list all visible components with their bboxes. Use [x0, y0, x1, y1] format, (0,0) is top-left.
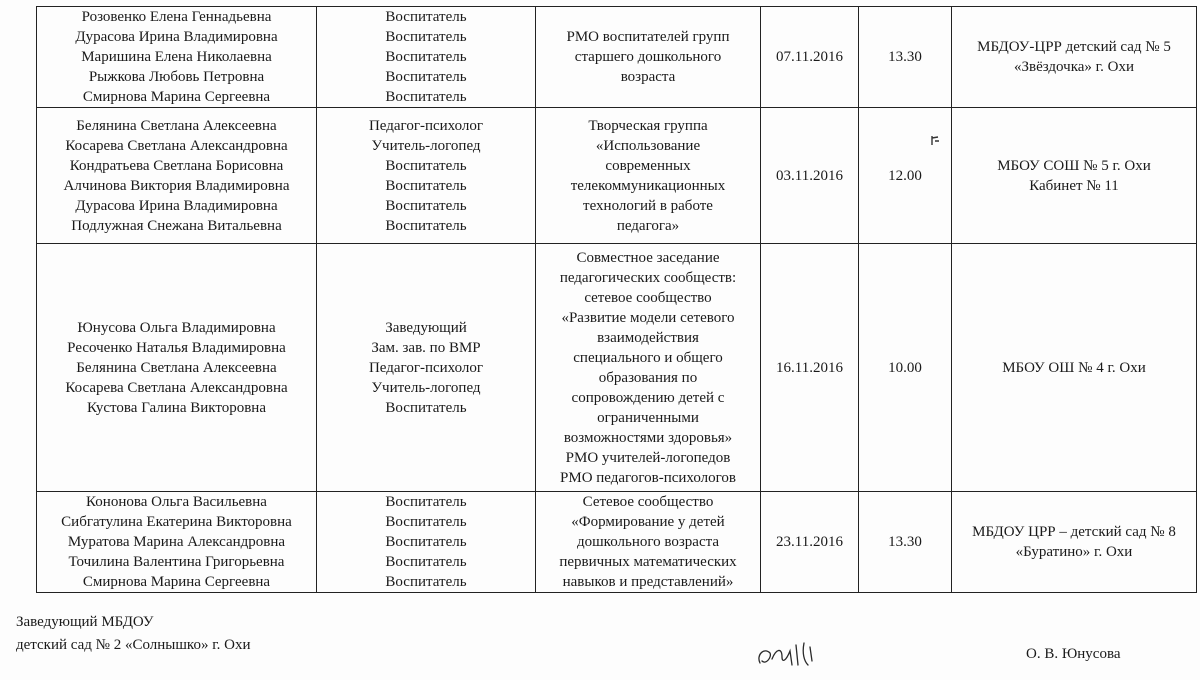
participant-names-cell-line: Дурасова Ирина Владимировна: [75, 197, 278, 214]
event-topic-cell-line: телекоммуникационных: [570, 177, 726, 194]
participant-roles-cell-line: Воспитатель: [385, 9, 467, 25]
participant-names-cell-line: Белянина Светлана Алексеевна: [76, 359, 277, 376]
event-time-cell: 13.30: [859, 492, 952, 593]
participant-names-cell-line: Розовенко Елена Геннадьевна: [81, 9, 272, 25]
event-topic-cell-line: Творческая группа: [588, 117, 708, 134]
participant-names-cell-line: Маришина Елена Николаевна: [81, 49, 272, 65]
event-topic-cell-line: первичных математических: [559, 554, 737, 570]
participant-roles-cell-line: Воспитатель: [385, 177, 467, 194]
participant-roles-cell-line: Воспитатель: [385, 157, 467, 174]
stray-mark: [929, 134, 943, 148]
event-topic-cell-line: РМО педагогов-психологов: [560, 469, 736, 486]
event-topic-cell-line: сопровождению детей с: [571, 389, 725, 406]
participant-roles-cell-line: Педагог-психолог: [368, 117, 484, 134]
participant-roles-cell-line: Воспитатель: [385, 69, 467, 85]
participant-roles-cell-line: Воспитатель: [385, 197, 467, 214]
event-place-cell: [952, 108, 1197, 244]
event-date-cell: 16.11.2016: [761, 244, 859, 492]
handwritten-signature: [752, 635, 822, 675]
participant-roles-cell: [317, 492, 536, 593]
participant-names-cell: [37, 7, 317, 108]
participant-roles-cell-line: Заведующий: [385, 319, 467, 336]
participant-roles-cell: [317, 108, 536, 244]
event-topic-cell-line: РМО учителей-логопедов: [565, 449, 731, 466]
participant-roles-cell-line: Воспитатель: [385, 514, 467, 530]
event-topic-cell-line: навыков и представлений»: [562, 574, 734, 590]
event-topic-cell-line: педагога»: [616, 217, 680, 234]
event-topic-cell: [536, 492, 761, 593]
event-topic-cell-line: возможностями здоровья»: [563, 429, 733, 446]
event-topic-cell-line: возраста: [620, 69, 676, 85]
participant-names-cell: [37, 244, 317, 492]
event-time-cell: 13.30: [859, 7, 952, 108]
participant-names-cell-line: Кононова Ольга Васильевна: [86, 494, 267, 510]
event-topic-cell-line: педагогических сообществ:: [559, 269, 737, 286]
participant-names-cell-line: Сибгатулина Екатерина Викторовна: [61, 514, 292, 530]
footer-position-line2: детский сад № 2 «Солнышко» г. Охи: [16, 637, 251, 653]
participant-names-cell-line: Ресоченко Наталья Владимировна: [67, 339, 286, 356]
participant-roles-cell-line: Воспитатель: [385, 399, 467, 416]
signatory-name: О. В. Юнусова: [1026, 646, 1121, 662]
participant-names-cell-line: Смирнова Марина Сергеевна: [82, 89, 271, 105]
event-topic-cell-line: сетевое сообщество: [584, 289, 712, 306]
event-place-cell-line: МБДОУ-ЦРР детский сад № 5: [977, 39, 1171, 55]
events-table: [36, 6, 1197, 593]
event-date-cell: 03.11.2016: [761, 108, 859, 244]
participant-names-cell-line: Кондратьева Светлана Борисовна: [69, 157, 284, 174]
participant-roles-cell-line: Воспитатель: [385, 494, 467, 510]
event-time-cell: 10.00: [859, 244, 952, 492]
participant-roles-cell-line: Воспитатель: [385, 89, 467, 105]
participant-roles-cell: [317, 244, 536, 492]
participant-roles-cell-line: Воспитатель: [385, 574, 467, 590]
event-topic-cell-line: Сетевое сообщество: [582, 494, 714, 510]
participant-names-cell-line: Дурасова Ирина Владимировна: [75, 29, 278, 45]
participant-names-cell-line: Подлужная Снежана Витальевна: [71, 217, 282, 234]
event-topic-cell-line: специального и общего: [573, 349, 723, 366]
participant-names-cell-line: Алчинова Виктория Владимировна: [63, 177, 290, 194]
event-place-cell-line: Кабинет № 11: [1029, 177, 1119, 194]
participant-names-cell-line: Кустова Галина Викторовна: [87, 399, 266, 416]
event-place-cell: [952, 492, 1197, 593]
participant-names-cell-line: Муратова Марина Александровна: [67, 534, 286, 550]
participant-names-cell-line: Рыжкова Любовь Петровна: [88, 69, 265, 85]
event-topic-cell-line: «Использование: [595, 137, 701, 154]
event-topic-cell: [536, 7, 761, 108]
participant-roles-cell-line: Воспитатель: [385, 217, 467, 234]
participant-names-cell-line: Белянина Светлана Алексеевна: [76, 117, 277, 134]
event-place-cell-line: «Звёздочка» г. Охи: [1014, 59, 1134, 75]
table-row: [37, 108, 1197, 244]
participant-roles-cell-line: Педагог-психолог: [368, 359, 484, 376]
event-topic-cell-line: ограниченными: [597, 409, 699, 426]
participant-names-cell-line: Косарева Светлана Александровна: [65, 379, 288, 396]
event-date-cell: 23.11.2016: [761, 492, 859, 593]
participant-names-cell-line: Юнусова Ольга Владимировна: [77, 319, 276, 336]
event-topic-cell-line: РМО воспитателей групп: [566, 29, 730, 45]
table-row: [37, 244, 1197, 492]
event-topic-cell-line: современных: [605, 157, 691, 174]
participant-roles-cell-line: Зам. зав. по ВМР: [371, 339, 481, 356]
event-topic-cell: [536, 108, 761, 244]
event-topic-cell-line: технологий в работе: [583, 197, 713, 214]
event-topic-cell-line: «Развитие модели сетевого: [561, 309, 735, 326]
event-time-cell: 12.00: [859, 108, 952, 244]
participant-names-cell-line: Точилина Валентина Григорьевна: [68, 554, 285, 570]
event-topic-cell-line: Совместное заседание: [576, 249, 720, 266]
event-topic-cell-line: взаимодействия: [597, 329, 699, 346]
participant-roles-cell-line: Воспитатель: [385, 49, 467, 65]
table-row: [37, 7, 1197, 108]
event-place-cell-line: «Буратино» г. Охи: [1015, 544, 1133, 560]
participant-roles-cell-line: Воспитатель: [385, 554, 467, 570]
participant-roles-cell-line: Учитель-логопед: [371, 137, 481, 154]
participant-roles-cell-line: Учитель-логопед: [371, 379, 481, 396]
participant-roles-cell-line: Воспитатель: [385, 29, 467, 45]
participant-names-cell-line: Косарева Светлана Александровна: [65, 137, 288, 154]
participant-names-cell: [37, 108, 317, 244]
event-topic-cell-line: «Формирование у детей: [571, 514, 725, 530]
event-topic-cell-line: образования по: [598, 369, 698, 386]
table-row: [37, 492, 1197, 593]
participant-names-cell-line: Смирнова Марина Сергеевна: [82, 574, 271, 590]
event-place-cell-line: МБДОУ ЦРР – детский сад № 8: [972, 524, 1176, 540]
event-place-cell: [952, 244, 1197, 492]
event-place-cell: [952, 7, 1197, 108]
participant-roles-cell-line: Воспитатель: [385, 534, 467, 550]
participant-names-cell: [37, 492, 317, 593]
event-topic-cell: [536, 244, 761, 492]
event-date-cell: 07.11.2016: [761, 7, 859, 108]
event-topic-cell-line: дошкольного возраста: [576, 534, 719, 550]
event-place-cell-line: МБОУ ОШ № 4 г. Охи: [1002, 359, 1146, 376]
event-topic-cell-line: старшего дошкольного: [574, 49, 722, 65]
participant-roles-cell: [317, 7, 536, 108]
event-place-cell-line: МБОУ СОШ № 5 г. Охи: [997, 157, 1151, 174]
footer-position-line1: Заведующий МБДОУ: [16, 614, 154, 630]
